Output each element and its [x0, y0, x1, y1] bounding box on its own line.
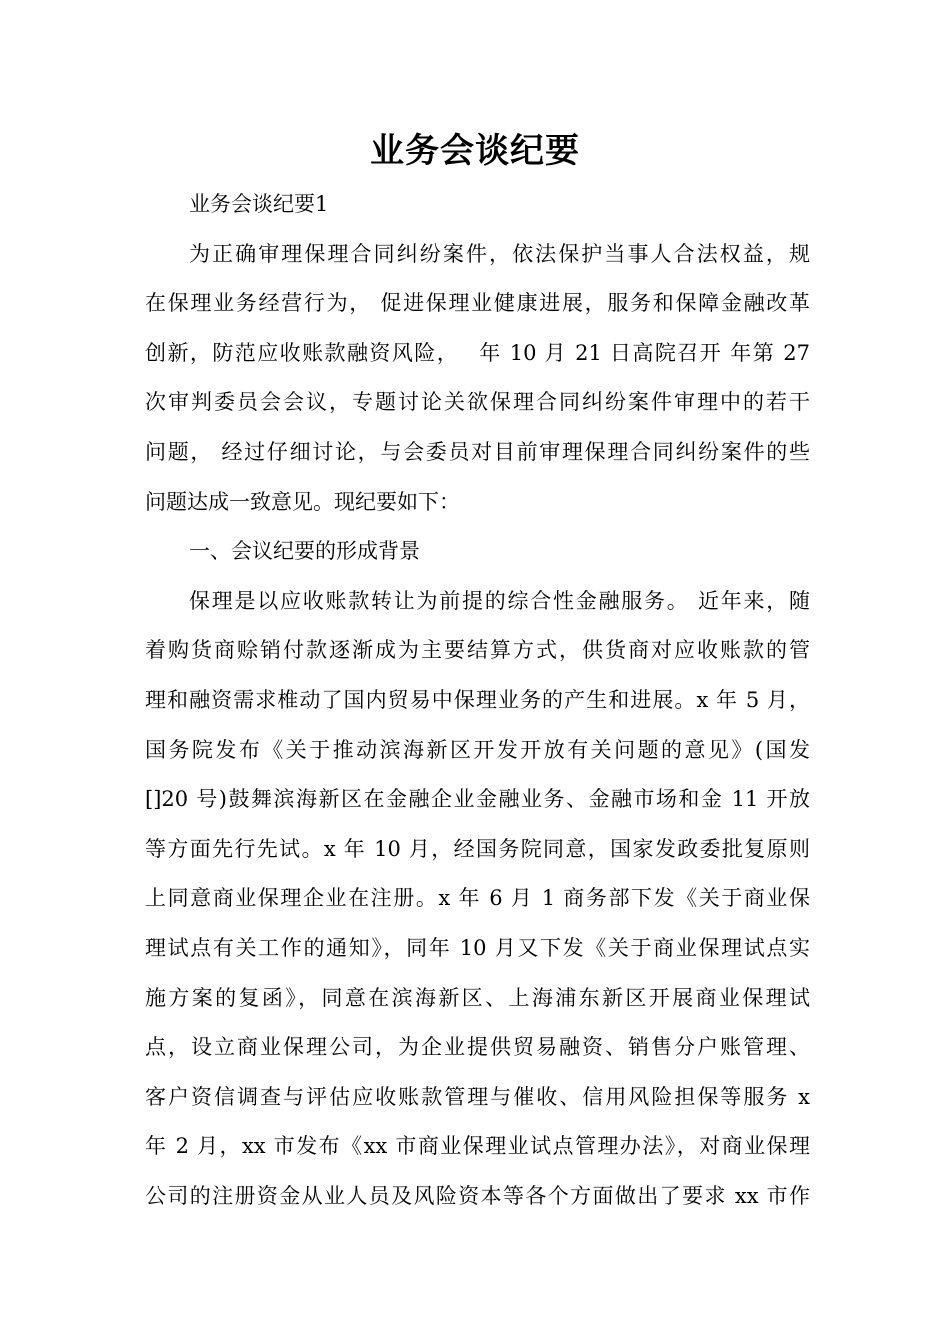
document-body — [145, 180, 810, 1221]
body-line: 创新，防范应收账款融资风险， 年 10 月 21 日高院召开 年第 27 — [145, 340, 810, 365]
body-line: 客户资信调查与评估应收账款管理与催收、信用风险担保等服务 x — [145, 1084, 810, 1109]
body-line: 公司的注册资金从业人员及风险资本等各个方面做出了要求 xx 市作 — [145, 1183, 810, 1208]
body-line: 问题， 经过仔细讨论，与会委员对目前审理保理合同纠纷案件的些 — [145, 439, 810, 464]
body-line: 年 2 月，xx 市发布《xx 市商业保理业试点管理办法》，对商业保理 — [145, 1134, 810, 1159]
body-line: 在保理业务经营行为， 促进保理业健康进展，服务和保障金融改革 — [145, 291, 810, 316]
body-line: 业务会谈纪要1 — [189, 192, 329, 216]
body-line: 点，设立商业保理公司，为企业提供贸易融资、销售分户账管理、 — [145, 1035, 810, 1060]
body-line: 等方面先行先试。x 年 10 月，经国务院同意，国家发政委批复原则 — [145, 836, 810, 861]
body-line: 施方案的复函》，同意在滨海新区、上海浦东新区开展商业保理试 — [145, 985, 810, 1010]
body-line: 国务院发布《关于推动滨海新区开发开放有关问题的意见》(国发 — [145, 737, 810, 762]
body-line: 上同意商业保理企业在注册。x 年 6 月 1 商务部下发《关于商业保 — [145, 886, 810, 911]
body-line: 理和融资需求椎动了国内贸易中保理业务的产生和进展。x 年 5 月， — [145, 687, 810, 712]
body-line: 次审判委员会会议，专题讨论关欲保理合同纠纷案件审理中的若干 — [145, 390, 810, 415]
body-line: 着购货商赊销付款逐渐成为主要结算方式，供货商对应收账款的管 — [145, 638, 810, 663]
body-line: 一、会议纪要的形成背景 — [189, 539, 420, 564]
body-line: 理试点有关工作的通知》，同年 10 月又下发《关于商业保理试点实 — [145, 935, 810, 960]
body-line: 问题达成一致意见。现纪要如下： — [145, 489, 460, 514]
body-line: []20 号)鼓舞滨海新区在金融企业金融业务、金融市场和金 11 开放 — [145, 787, 810, 812]
body-line: 为正确审理保理合同纠纷案件，依法保护当事人合法权益，规 — [189, 241, 810, 266]
document-title: 业务会谈纪要 — [370, 131, 580, 171]
body-line: 保理是以应收账款转让为前提的综合性金融服务。 近年来，随 — [189, 588, 810, 613]
